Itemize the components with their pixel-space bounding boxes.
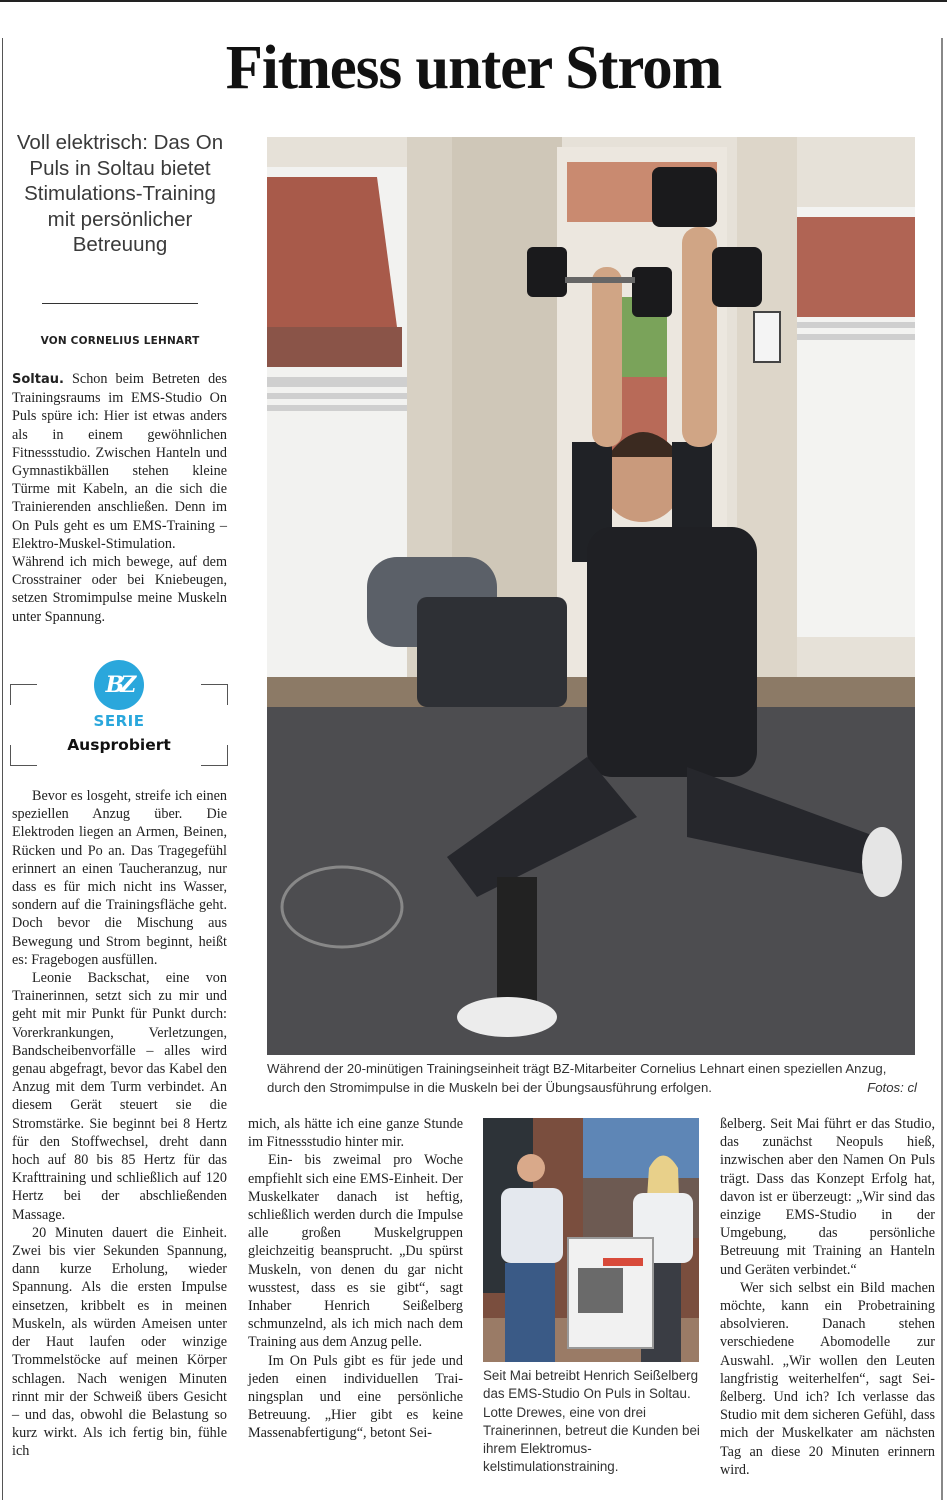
paragraph: Wer sich selbst ein Bild machen möchte, kann ein Probetraining absolvieren. Danach stehen verschiedene Abomodelle zur Auswahl. „Wir wollen den Leuten langfristig weiterhelfen“, sagt Seißelberg. Und ich? Ich verlasse das Studio mit dem sicheren Gefühl, dass mich der Muskelkater am nächsten Tag an diese 20 Minuten erinnern wird. <box>720 1279 935 1478</box>
caption-text: Während der 20-minütigen Trainingseinheit trägt BZ-Mitarbeiter Cornelius Lehnart einen speziellen Anzug, durch den Stromimpulse in die Muskeln bei der Übungsausführung erfolgen. <box>267 1061 887 1095</box>
paragraph: Leonie Backschat, eine von Trainerinnen, setzt sich zu mir und geht mit mir Punkt für Punkt durch: Vorerkrankungen, Verletzungen, Bandscheibenvorfälle – alles wird genau abgefragt, bevor das Kabel den Anzug mit dem Turm verbindet. An diesem Gerät steuert sie die Stromstärke. Sie beginnt bei 8 Hertz für den Stoffwechsel, dreht dann hoch auf 80 bis 85 Hertz für das Krafttraining und schließlich auf 120 Hertz bei der abschließenden Massage. <box>12 970 227 1223</box>
dateline: Soltau. <box>12 372 64 387</box>
page-border-left <box>2 38 3 1500</box>
paragraph: Ein- bis zweimal pro Woche empfiehlt sich eine EMS-Einheit. Der Muskelkater danach ist heftig, schließlich werden durch die Impulse alle großen Muskelgruppen gleichzeitig beansprucht. „Du spürst Muskeln, von denen du gar nicht wusstest, dass es sie gibt“, sagt Inhaber Henrich Seißelberg schmunzelnd, als ich mich nach dem Training aus dem Anzug pelle. <box>248 1152 463 1351</box>
article-column-1 <box>12 787 227 1461</box>
secondary-photo <box>483 1118 699 1362</box>
series-box <box>10 660 228 766</box>
paragraph: Im On Puls gibt es für jede und jeden einen individuellen Trainingsplan und eine persönliche Betreuung. „Hier gibt es keine Massenabfertigung“, betont Sei- <box>248 1352 463 1442</box>
photo-credit: Fotos: cl <box>867 1079 917 1095</box>
paragraph: ßelberg. Seit Mai führt er das Studio, das zunächst Neopuls hieß, inzwischen aber den Namen On Puls trägt. Dass das Konzept Erfolg hat, davon ist er überzeugt: „Wir sind das einzige EMS-Studio in der Umgebung, das persönliche Betreuung mit Training an Hanteln und Geräten verbindet.“ <box>720 1116 935 1278</box>
secondary-photo-illustration <box>483 1118 699 1362</box>
paragraph: mich, als hätte ich eine ganze Stunde im Fitnessstudio hinter mir. <box>248 1116 463 1151</box>
intro-paragraph: Schon beim Betreten des Trainingsraums im EMS-Studio On Puls spüre ich: Hier ist etwas anders als in einem gewöhnlichen Fitnessstudio. Zwischen Hanteln und Gymnastikbällen stehen kleine Türme mit Kabeln, an die sich die Trainierenden anschließen. Denn im On Puls geht es um EMS-Training – Elektro-Muskel-Stimulation. Während ich mich bewege, auf dem Crosstrainer oder bei Kniebeugen, setzen Stromimpulse meine Muskeln unter Spannung. <box>12 371 227 625</box>
paragraph: 20 Minuten dauert die Einheit. Zwei bis vier Sekunden Spannung, dann kurze Erholung, wieder Spannung. Als die ersten Impulse einsetzen, kribbelt es in meinen Muskeln, als würden Ameisen unter der Haut laufen oder winzige Trommelstöcke auf meinen Körper schlagen. Nach wenigen Minuten rinnt mir der Schweiß übers Gesicht – und das, obwohl die Belastung so kurz wirkt. Als ich fertig bin, fühle ich <box>12 1224 227 1460</box>
secondary-photo-caption: Seit Mai betreibt Henrich Seißelberg das EMS-Studio On Puls in Soltau. Lotte Drewes, eine von drei Trainerinnen, betreut die Kunden bei ihrem Elektromuskelstimulationstraining. <box>483 1368 700 1475</box>
article-column-4 <box>720 1115 935 1479</box>
article-column-1-intro <box>12 370 227 626</box>
main-photo <box>267 137 915 1055</box>
bz-logo-icon: BZ <box>94 660 144 710</box>
subhead-divider <box>42 303 198 304</box>
frame-corner <box>10 684 37 705</box>
byline: VON CORNELIUS LEHNART <box>40 335 200 347</box>
main-photo-illustration <box>267 137 915 1055</box>
subheadline: Voll elektrisch: Das On Puls in Soltau bietet Stimulations-Training mit persönlicher Betreuung <box>16 131 224 256</box>
frame-corner <box>201 684 228 705</box>
series-label: SERIE <box>93 712 145 730</box>
top-rule <box>0 0 947 2</box>
page-border-right <box>941 38 943 1500</box>
paragraph: Bevor es losgeht, streife ich einen speziellen Anzug über. Die Elektroden liegen an Armen, Beinen, Rücken und Po an. Das Tragegefühl erinnert an einen Taucheranzug, nur dass es für mich nicht ins Wasser, sondern auf die Trainingsfläche geht. Doch bevor die Mischung aus Bewegung und Strom beginnt, heißt es: Fragebogen ausfüllen. <box>12 788 227 968</box>
article-column-2 <box>248 1115 463 1443</box>
headline: Fitness unter Strom <box>225 34 722 102</box>
series-title: Ausprobiert <box>67 736 171 754</box>
main-photo-caption <box>267 1060 917 1097</box>
